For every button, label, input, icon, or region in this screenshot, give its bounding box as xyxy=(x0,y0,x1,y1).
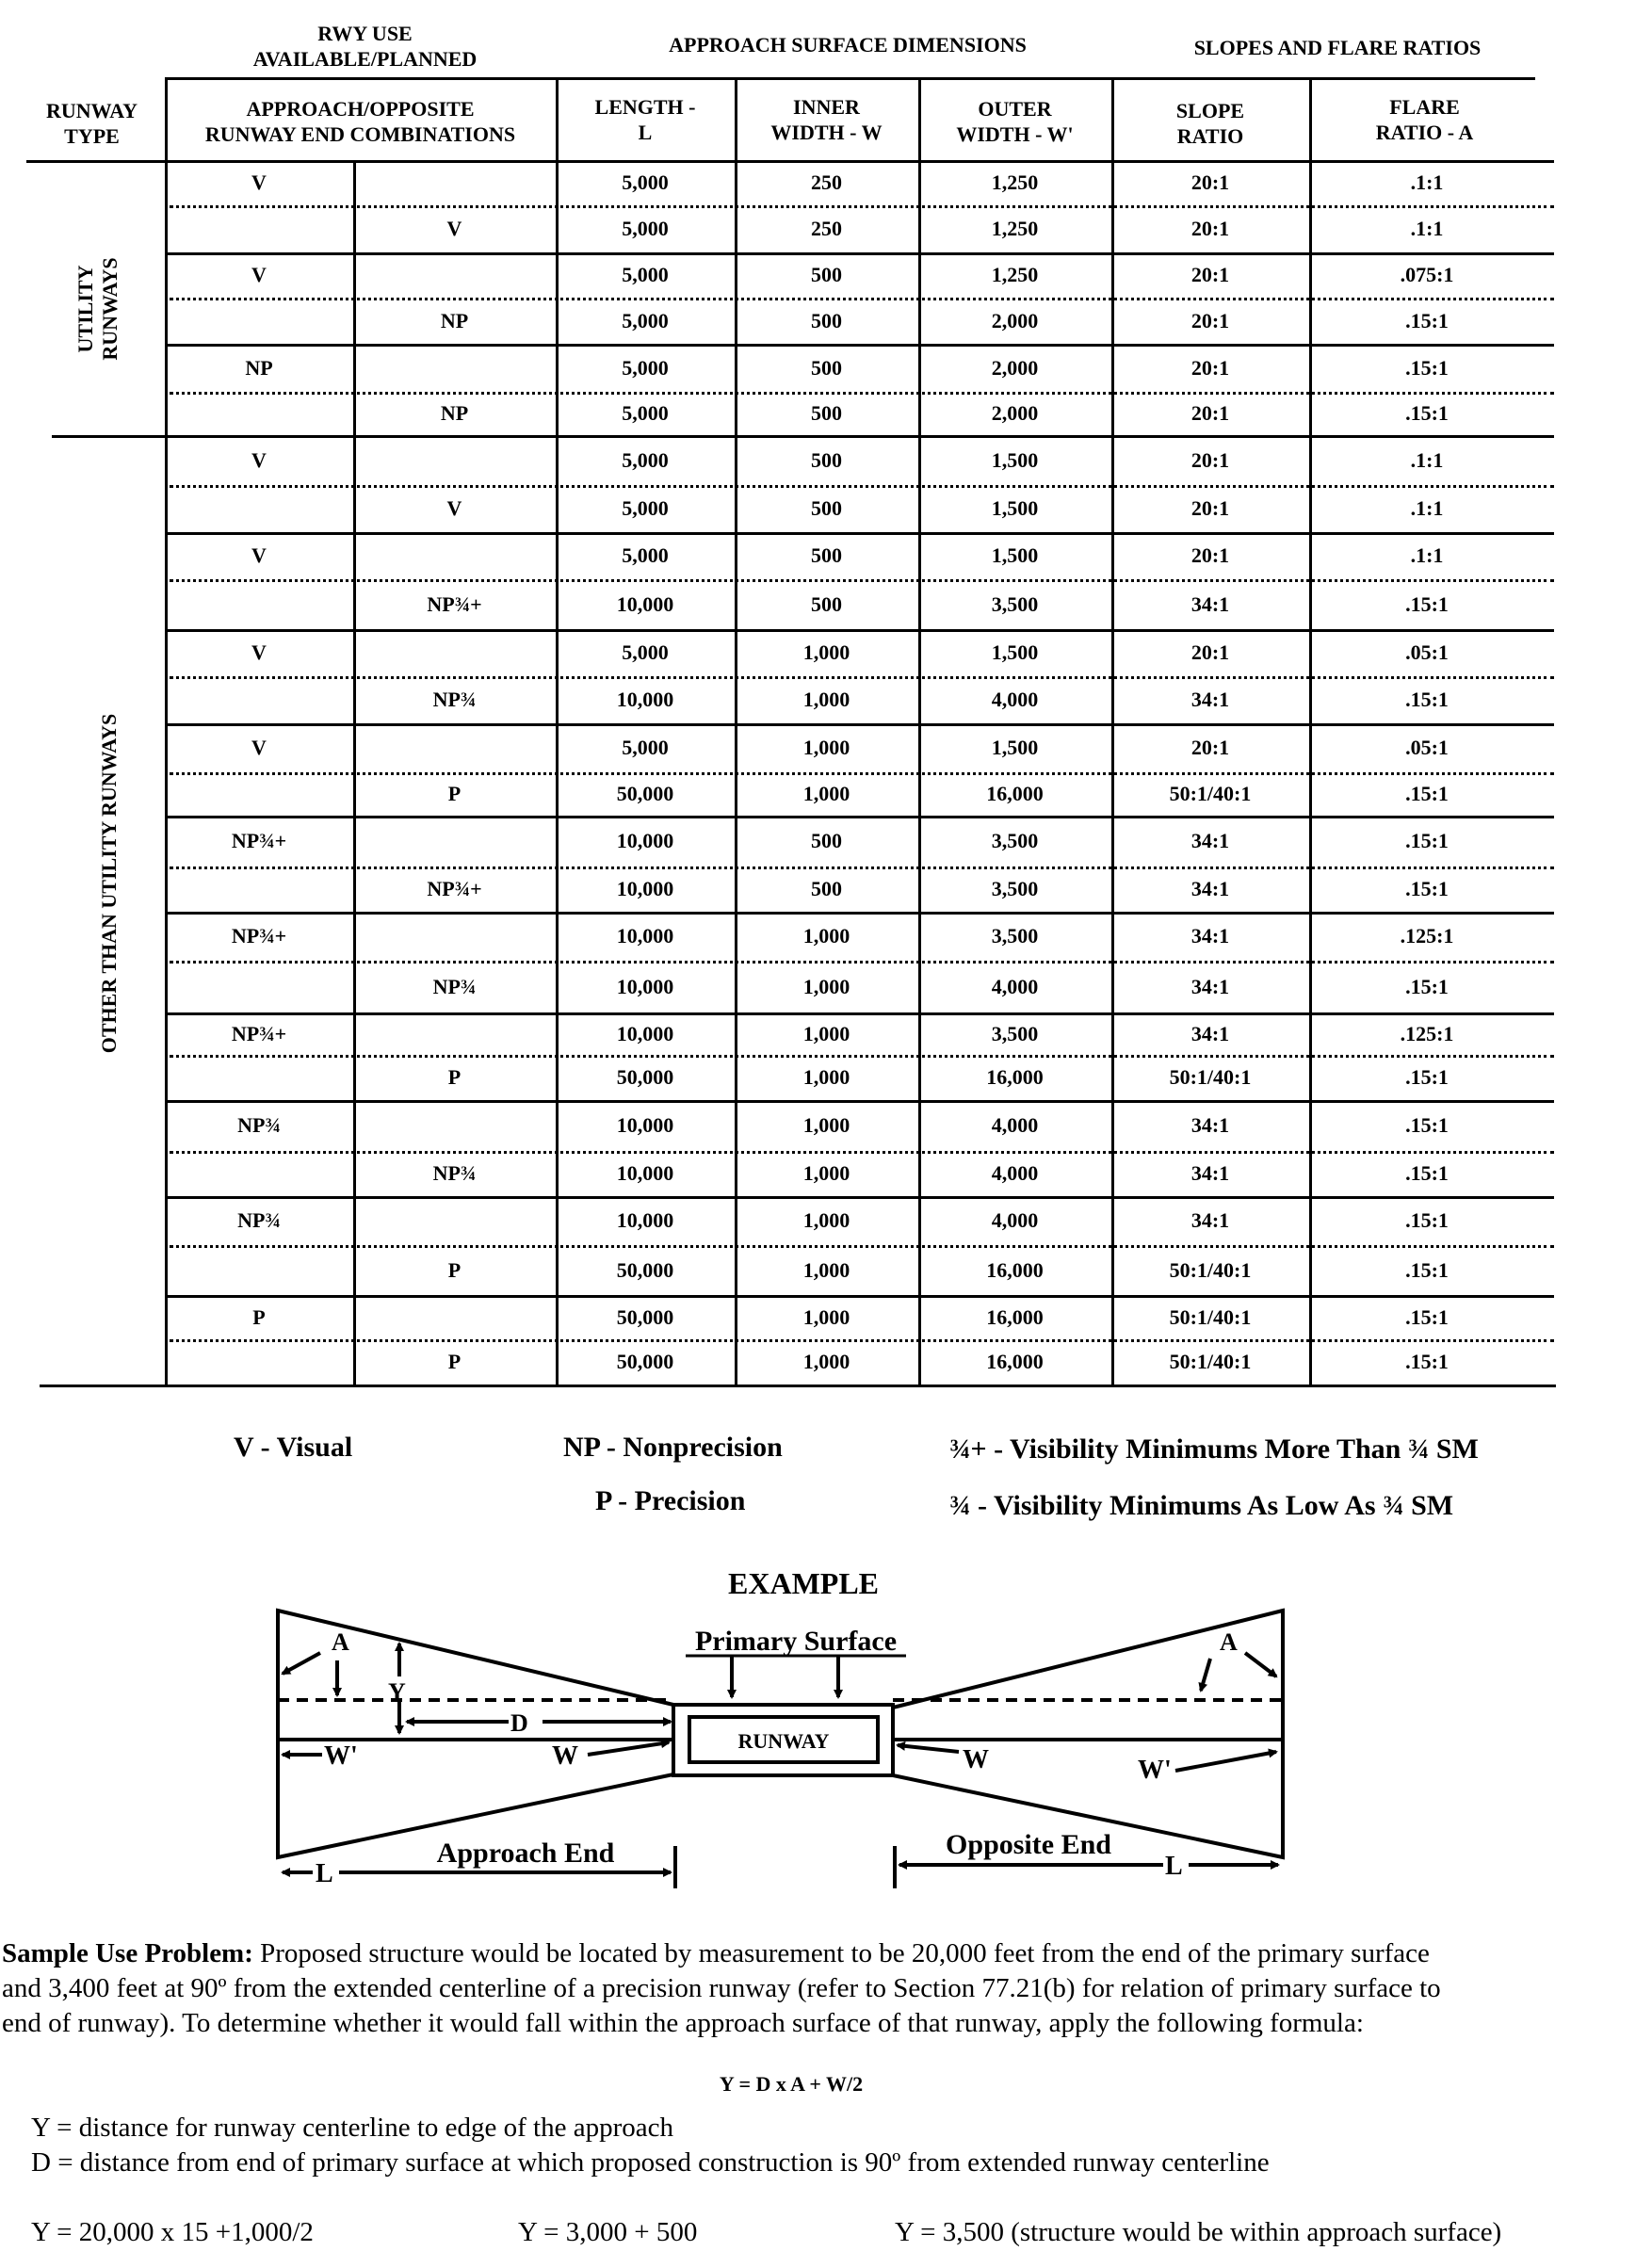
cell-inner: 1,000 xyxy=(802,1304,850,1329)
cell-flare: .05:1 xyxy=(1405,640,1449,664)
cell-inner: 1,000 xyxy=(802,1208,850,1232)
cell-inner: 250 xyxy=(811,217,842,240)
cell-flare: .15:1 xyxy=(1405,1257,1449,1282)
cell-outer: 16,000 xyxy=(986,1065,1044,1089)
cell-length: 10,000 xyxy=(616,1113,674,1137)
calc-step-1: Y = 20,000 x 15 +1,000/2 xyxy=(31,2217,314,2247)
row-pair-rule xyxy=(165,1012,1554,1015)
cell-opposite: P xyxy=(447,782,462,805)
cell-slope: 34:1 xyxy=(1190,1021,1230,1045)
header-rule-bottom xyxy=(26,160,1554,163)
row-dotted-rule xyxy=(170,772,1554,775)
cell-length: 10,000 xyxy=(616,688,674,711)
row-pair-rule xyxy=(165,723,1554,726)
cell-inner: 500 xyxy=(811,591,842,616)
cell-slope: 20:1 xyxy=(1190,543,1230,567)
definition-y: Y = distance for runway centerline to edge of the approach xyxy=(31,2113,673,2143)
flare-label-left: A xyxy=(332,1628,349,1656)
formula: Y = D x A + W/2 xyxy=(719,2072,864,2096)
cell-approach: V xyxy=(251,447,267,472)
cell-length: 5,000 xyxy=(622,263,669,286)
cell-outer: 3,500 xyxy=(991,1021,1039,1045)
header-slope-ratio: SLOPE RATIO xyxy=(1175,99,1245,148)
cell-flare: .15:1 xyxy=(1405,401,1449,425)
cell-length: 10,000 xyxy=(616,974,674,998)
cell-flare: .125:1 xyxy=(1400,1021,1454,1045)
cell-approach: V xyxy=(251,736,267,759)
cell-opposite: NP¾+ xyxy=(427,877,482,900)
cell-slope: 20:1 xyxy=(1190,447,1230,472)
cell-opposite: P xyxy=(447,1350,462,1373)
cell-flare: .15:1 xyxy=(1405,829,1449,852)
row-dotted-rule xyxy=(170,961,1554,964)
cell-opposite: NP¾ xyxy=(432,1161,477,1185)
cell-outer: 2,000 xyxy=(991,308,1039,332)
opposite-l-label: L xyxy=(1165,1852,1183,1881)
row-dotted-rule xyxy=(170,392,1554,395)
cell-slope: 34:1 xyxy=(1190,591,1230,616)
cell-flare: .1:1 xyxy=(1410,447,1444,472)
cell-inner: 1,000 xyxy=(802,974,850,998)
example-title: EXAMPLE xyxy=(728,1566,879,1600)
cell-inner: 1,000 xyxy=(802,1350,850,1373)
calc-step-2: Y = 3,000 + 500 xyxy=(518,2217,698,2247)
cell-inner: 1,000 xyxy=(802,924,850,947)
example-diagram xyxy=(264,1559,1309,1898)
runway-label: RUNWAY xyxy=(737,1729,830,1753)
definition-d: D = distance from end of primary surface at which proposed construction is 90º from extended runway centerline xyxy=(31,2147,1270,2178)
header-approach-surface: APPROACH SURFACE DIMENSIONS xyxy=(669,33,1027,57)
cell-inner: 1,000 xyxy=(802,1161,850,1185)
row-dotted-rule xyxy=(170,298,1554,300)
cell-outer: 2,000 xyxy=(991,355,1039,380)
header-slopes-flare: SLOPES AND FLARE RATIOS xyxy=(1193,36,1482,59)
cell-approach: V xyxy=(251,543,267,567)
row-pair-rule xyxy=(165,912,1554,915)
cell-approach: V xyxy=(251,640,267,664)
cell-length: 10,000 xyxy=(616,924,674,947)
row-dotted-rule xyxy=(170,866,1554,869)
problem-line-1-text: Proposed structure would be located by measurement to be 20,000 feet from the end of the primary surface xyxy=(252,1938,1430,1968)
cell-inner: 500 xyxy=(811,877,842,900)
legend-visibility-low: ¾ - Visibility Minimums As Low As ¾ SM xyxy=(949,1490,1454,1521)
cell-opposite: NP xyxy=(440,401,469,425)
flare-arrow-right-lower xyxy=(1201,1659,1210,1691)
cell-slope: 20:1 xyxy=(1190,496,1230,520)
cell-flare: .15:1 xyxy=(1405,1161,1449,1185)
cell-length: 50,000 xyxy=(616,1350,674,1373)
cell-slope: 34:1 xyxy=(1190,1161,1230,1185)
cell-outer: 16,000 xyxy=(986,1304,1044,1329)
cell-outer: 1,500 xyxy=(991,543,1039,567)
cell-inner: 250 xyxy=(811,170,842,194)
cell-opposite: V xyxy=(446,217,462,240)
cell-flare: .15:1 xyxy=(1405,1065,1449,1089)
cell-outer: 1,250 xyxy=(991,217,1039,240)
cell-slope: 20:1 xyxy=(1190,401,1230,425)
row-dotted-rule xyxy=(170,1055,1554,1058)
cell-approach: NP¾+ xyxy=(231,924,287,947)
row-dotted-rule xyxy=(170,485,1554,488)
cell-outer: 4,000 xyxy=(991,1113,1039,1137)
cell-length: 5,000 xyxy=(622,355,669,380)
cell-outer: 4,000 xyxy=(991,974,1039,998)
cell-length: 5,000 xyxy=(622,447,669,472)
cell-approach: P xyxy=(252,1304,266,1329)
cell-flare: .1:1 xyxy=(1410,543,1444,567)
row-pair-rule xyxy=(165,629,1554,632)
row-dotted-rule xyxy=(170,205,1554,208)
cell-inner: 500 xyxy=(811,447,842,472)
cell-approach: NP¾ xyxy=(237,1208,281,1232)
cell-opposite: NP¾ xyxy=(432,688,477,711)
problem-lead: Sample Use Problem: xyxy=(2,1938,253,1968)
cell-approach: V xyxy=(251,263,267,286)
cell-inner: 1,000 xyxy=(802,736,850,759)
cell-flare: .075:1 xyxy=(1400,263,1454,286)
row-dotted-rule xyxy=(170,1339,1554,1342)
primary-surface-label: Primary Surface xyxy=(694,1626,898,1657)
cell-outer: 16,000 xyxy=(986,1257,1044,1282)
cell-length: 5,000 xyxy=(622,217,669,240)
cell-length: 5,000 xyxy=(622,496,669,520)
w-label-left: W xyxy=(552,1741,578,1771)
row-dotted-rule xyxy=(170,676,1554,679)
cell-outer: 3,500 xyxy=(991,591,1039,616)
cell-opposite: P xyxy=(447,1065,462,1089)
header-runway-type: RUNWAY TYPE xyxy=(46,99,138,148)
row-pair-rule xyxy=(165,344,1554,347)
cell-slope: 20:1 xyxy=(1190,170,1230,194)
cell-outer: 4,000 xyxy=(991,688,1039,711)
cell-opposite: NP xyxy=(440,308,469,332)
wprime-arrow-right xyxy=(1175,1752,1276,1771)
cell-outer: 4,000 xyxy=(991,1208,1039,1232)
cell-flare: .1:1 xyxy=(1410,170,1444,194)
cell-inner: 1,000 xyxy=(802,688,850,711)
cell-slope: 50:1/40:1 xyxy=(1169,1257,1252,1282)
w-label-right: W xyxy=(963,1745,989,1774)
cell-opposite: NP¾ xyxy=(432,974,477,998)
cell-inner: 500 xyxy=(811,543,842,567)
cell-slope: 34:1 xyxy=(1190,974,1230,998)
cell-length: 5,000 xyxy=(622,736,669,759)
flare-arrow-left xyxy=(283,1653,320,1674)
cell-inner: 1,000 xyxy=(802,1257,850,1282)
cell-length: 10,000 xyxy=(616,1161,674,1185)
cell-slope: 20:1 xyxy=(1190,640,1230,664)
cell-slope: 50:1/40:1 xyxy=(1169,782,1252,805)
cell-flare: .15:1 xyxy=(1405,974,1449,998)
cell-length: 10,000 xyxy=(616,1208,674,1232)
cell-inner: 500 xyxy=(811,263,842,286)
cell-flare: .15:1 xyxy=(1405,355,1449,380)
cell-outer: 1,500 xyxy=(991,447,1039,472)
flare-arrow-right xyxy=(1245,1653,1276,1676)
cell-inner: 1,000 xyxy=(802,782,850,805)
cell-inner: 500 xyxy=(811,308,842,332)
header-length: LENGTH - L xyxy=(594,95,696,144)
row-pair-rule xyxy=(165,1100,1554,1103)
cell-opposite: P xyxy=(447,1257,462,1282)
row-dotted-rule xyxy=(170,1245,1554,1248)
cell-outer: 16,000 xyxy=(986,782,1044,805)
y-label: Y xyxy=(388,1678,406,1706)
legend-visibility-more: ¾+ - Visibility Minimums More Than ¾ SM xyxy=(949,1433,1479,1465)
problem-line-2: and 3,400 feet at 90º from the extended centerline of a precision runway (refer to Section 77.21(b) for relation of primary surface to xyxy=(2,1973,1441,2003)
cell-length: 50,000 xyxy=(616,1304,674,1329)
row-pair-rule xyxy=(52,435,1554,438)
cell-approach: V xyxy=(251,170,267,194)
calc-step-3: Y = 3,500 (structure would be within approach surface) xyxy=(895,2217,1502,2247)
cell-slope: 50:1/40:1 xyxy=(1169,1304,1252,1329)
cell-inner: 1,000 xyxy=(802,1021,850,1045)
cell-inner: 1,000 xyxy=(802,1065,850,1089)
table-rule-bottom xyxy=(40,1385,1556,1387)
row-pair-rule xyxy=(165,816,1554,818)
row-pair-rule xyxy=(165,1196,1554,1199)
cell-outer: 4,000 xyxy=(991,1161,1039,1185)
cell-slope: 20:1 xyxy=(1190,736,1230,759)
cell-flare: .15:1 xyxy=(1405,688,1449,711)
problem-line-3: end of runway). To determine whether it would fall within the approach surface of that runway, apply the following formula: xyxy=(2,2008,1364,2038)
cell-length: 5,000 xyxy=(622,170,669,194)
header-outer-width: OUTER WIDTH - W' xyxy=(956,97,1074,146)
cell-flare: .15:1 xyxy=(1405,1208,1449,1232)
w-arrow-left xyxy=(588,1742,669,1755)
cell-outer: 3,500 xyxy=(991,829,1039,852)
cell-flare: .15:1 xyxy=(1405,877,1449,900)
cell-outer: 1,500 xyxy=(991,736,1039,759)
row-dotted-rule xyxy=(170,579,1554,582)
cell-length: 50,000 xyxy=(616,1257,674,1282)
cell-flare: .05:1 xyxy=(1405,736,1449,759)
cell-flare: .15:1 xyxy=(1405,591,1449,616)
header-inner-width: INNER WIDTH - W xyxy=(770,95,883,144)
cell-opposite: V xyxy=(446,496,462,520)
cell-slope: 20:1 xyxy=(1190,263,1230,286)
cell-slope: 20:1 xyxy=(1190,308,1230,332)
cell-inner: 1,000 xyxy=(802,640,850,664)
legend-nonprecision: NP - Nonprecision xyxy=(563,1432,783,1463)
cell-slope: 50:1/40:1 xyxy=(1169,1065,1252,1089)
header-flare-ratio: FLARE RATIO - A xyxy=(1375,95,1474,144)
cell-flare: .15:1 xyxy=(1405,1113,1449,1137)
opposite-end-label: Opposite End xyxy=(946,1829,1111,1860)
cell-length: 5,000 xyxy=(622,308,669,332)
legend-precision: P - Precision xyxy=(595,1485,746,1516)
approach-l-label: L xyxy=(316,1859,333,1888)
cell-approach: NP¾+ xyxy=(231,829,287,852)
cell-approach: NP¾ xyxy=(237,1113,281,1137)
group-label-utility: UTILITY RUNWAYS xyxy=(73,257,121,361)
header-rwy-use: RWY USE AVAILABLE/PLANNED xyxy=(252,22,478,71)
cell-outer: 3,500 xyxy=(991,924,1039,947)
legend-visual: V - Visual xyxy=(234,1432,353,1463)
w-arrow-right xyxy=(898,1745,959,1752)
cell-approach: NP xyxy=(245,355,273,380)
cell-outer: 16,000 xyxy=(986,1350,1044,1373)
cell-slope: 34:1 xyxy=(1190,877,1230,900)
cell-flare: .15:1 xyxy=(1405,308,1449,332)
cell-length: 10,000 xyxy=(616,877,674,900)
cell-outer: 1,500 xyxy=(991,496,1039,520)
cell-length: 5,000 xyxy=(622,640,669,664)
cell-approach: NP¾+ xyxy=(231,1021,287,1045)
cell-slope: 34:1 xyxy=(1190,829,1230,852)
row-pair-rule xyxy=(165,252,1554,255)
cell-length: 10,000 xyxy=(616,829,674,852)
cell-flare: .1:1 xyxy=(1410,217,1444,240)
cell-slope: 34:1 xyxy=(1190,1113,1230,1137)
cell-slope: 34:1 xyxy=(1190,924,1230,947)
header-rule-top xyxy=(165,77,1535,80)
d-label: D xyxy=(510,1709,528,1737)
cell-slope: 20:1 xyxy=(1190,217,1230,240)
cell-length: 10,000 xyxy=(616,1021,674,1045)
flare-label-right: A xyxy=(1220,1628,1238,1656)
cell-flare: .15:1 xyxy=(1405,782,1449,805)
cell-slope: 34:1 xyxy=(1190,1208,1230,1232)
cell-flare: .1:1 xyxy=(1410,496,1444,520)
cell-length: 10,000 xyxy=(616,591,674,616)
cell-inner: 1,000 xyxy=(802,1113,850,1137)
cell-inner: 500 xyxy=(811,829,842,852)
cell-outer: 1,250 xyxy=(991,263,1039,286)
cell-inner: 500 xyxy=(811,401,842,425)
cell-outer: 2,000 xyxy=(991,401,1039,425)
cell-outer: 3,500 xyxy=(991,877,1039,900)
header-combinations: APPROACH/OPPOSITE RUNWAY END COMBINATIONS xyxy=(204,97,516,146)
cell-length: 5,000 xyxy=(622,543,669,567)
cell-slope: 34:1 xyxy=(1190,688,1230,711)
group-label-other: OTHER THAN UTILITY RUNWAYS xyxy=(97,713,121,1054)
wprime-label-left: W' xyxy=(324,1741,358,1771)
cell-length: 50,000 xyxy=(616,1065,674,1089)
cell-opposite: NP¾+ xyxy=(427,591,482,616)
cell-inner: 500 xyxy=(811,355,842,380)
cell-flare: .15:1 xyxy=(1405,1350,1449,1373)
wprime-label-right: W' xyxy=(1138,1756,1172,1785)
problem-line-1 xyxy=(2,1938,1430,1969)
cell-length: 50,000 xyxy=(616,782,674,805)
row-dotted-rule xyxy=(170,1151,1554,1154)
cell-flare: .15:1 xyxy=(1405,1304,1449,1329)
cell-outer: 1,250 xyxy=(991,170,1039,194)
row-pair-rule xyxy=(165,532,1554,535)
cell-inner: 500 xyxy=(811,496,842,520)
row-pair-rule xyxy=(165,1295,1554,1298)
cell-flare: .125:1 xyxy=(1400,924,1454,947)
cell-length: 5,000 xyxy=(622,401,669,425)
cell-slope: 50:1/40:1 xyxy=(1169,1350,1252,1373)
cell-outer: 1,500 xyxy=(991,640,1039,664)
approach-end-label: Approach End xyxy=(436,1838,615,1869)
cell-slope: 20:1 xyxy=(1190,355,1230,380)
